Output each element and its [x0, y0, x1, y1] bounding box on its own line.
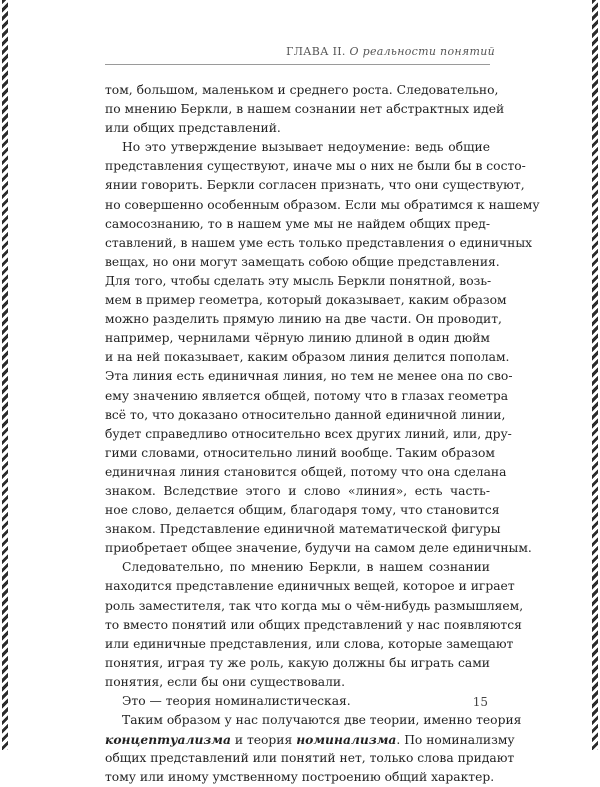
text-line: понятия, играя ту же роль, какую должны бы играть сами — [105, 655, 490, 670]
text-line: приобретает общее значение, будучи на самом деле единичным. — [105, 541, 532, 556]
text-line: роль заместителя, так что когда мы о чём-нибудь размышляем, — [105, 598, 524, 613]
text-line: всё то, что доказано относительно данной единичной линии, — [105, 407, 506, 422]
text-line: понятия, если бы они существовали. — [105, 674, 346, 689]
text-line: единичная линия становится общей, потому что она сделана — [105, 464, 507, 479]
text-line: знаком. Представление единичной математической фигуры — [105, 522, 501, 537]
text-line: по мнению Беркли, в нашем сознании нет абстрактных идей — [105, 102, 505, 117]
text-line: представления существуют, иначе мы о них не были бы в состо- — [105, 159, 526, 174]
text-line: Таким образом у нас получаются две теории, именно теория — [122, 713, 522, 728]
term-conceptualism: концептуализма — [105, 732, 231, 748]
text-line: вещах, но они могут замещать собою общие представления. — [105, 254, 500, 269]
text-line: и на ней показывает, каким образом линия делится пополам. — [105, 350, 510, 365]
text-line: знаком. Вследствие этого и слово «линия», есть часть- — [105, 483, 490, 498]
text-fragment: и теория — [234, 733, 293, 748]
text-line: ное слово, делается общим, благодаря тому, что становится — [105, 503, 500, 518]
text-fragment: . По номинализму — [396, 733, 515, 748]
text-line: например, чернилами чёрную линию длиной в один дюйм — [105, 331, 490, 346]
running-head — [286, 45, 495, 58]
text-line: гими словами, относительно линий вообще. Таким образом — [105, 445, 495, 460]
text-line: находится представление единичных вещей, которое и играет — [105, 579, 515, 594]
text-line: Для того, чтобы сделать эту мысль Беркли понятной, возь- — [105, 273, 492, 288]
text-line: самосознанию, то в нашем уме мы не найдем общих пред- — [105, 216, 490, 231]
text-line: янии говорить. Беркли согласен признать, что они существуют, — [105, 178, 525, 193]
text-line: том, большом, маленьком и среднего роста. Следовательно, — [105, 83, 499, 97]
header-rule — [105, 64, 490, 65]
text-line: Следовательно, по мнению Беркли, в нашем сознании — [122, 560, 490, 575]
chapter-label: ГЛАВА II. — [286, 45, 346, 58]
left-border-ornament — [2, 0, 8, 750]
text-line: ему значению является общей, потому что в глазах геометра — [105, 388, 509, 403]
text-line: Эта линия есть единичная линия, но тем не менее она по сво- — [105, 369, 513, 384]
text-line: то вместо понятий или общих представлений у нас появляются — [105, 617, 522, 632]
text-line: будет справедливо относительно всех других линий, или, дру- — [105, 426, 512, 441]
term-nominalism: номинализма — [296, 732, 397, 748]
text-line: можно разделить прямую линию на две части. Он проводит, — [105, 312, 502, 327]
section-title: О реальности понятий — [349, 45, 495, 58]
text-line: тому или иному умственному построению общий характер. — [105, 770, 495, 785]
text-line: Это — теория номиналистическая. — [122, 694, 351, 708]
text-line: мем в пример геометра, который доказывает, каким образом — [105, 293, 507, 308]
text-line: или общих представлений. — [105, 121, 281, 136]
text-line: или единичные представления, или слова, которые замещают — [105, 636, 514, 651]
page-number: 15 — [472, 695, 488, 709]
text-line: но совершенно особенным образом. Если мы обратимся к нашему — [105, 197, 540, 212]
text-line-with-terms — [105, 730, 515, 749]
text-line: ставлений, в нашем уме есть только представления о единичных — [105, 235, 533, 250]
right-border-ornament — [592, 0, 598, 750]
text-line: общих представлений или понятий нет, только слова придают — [105, 751, 515, 766]
text-line: Но это утверждение вызывает недоумение: ведь общие — [122, 140, 490, 155]
body-text — [105, 81, 540, 787]
